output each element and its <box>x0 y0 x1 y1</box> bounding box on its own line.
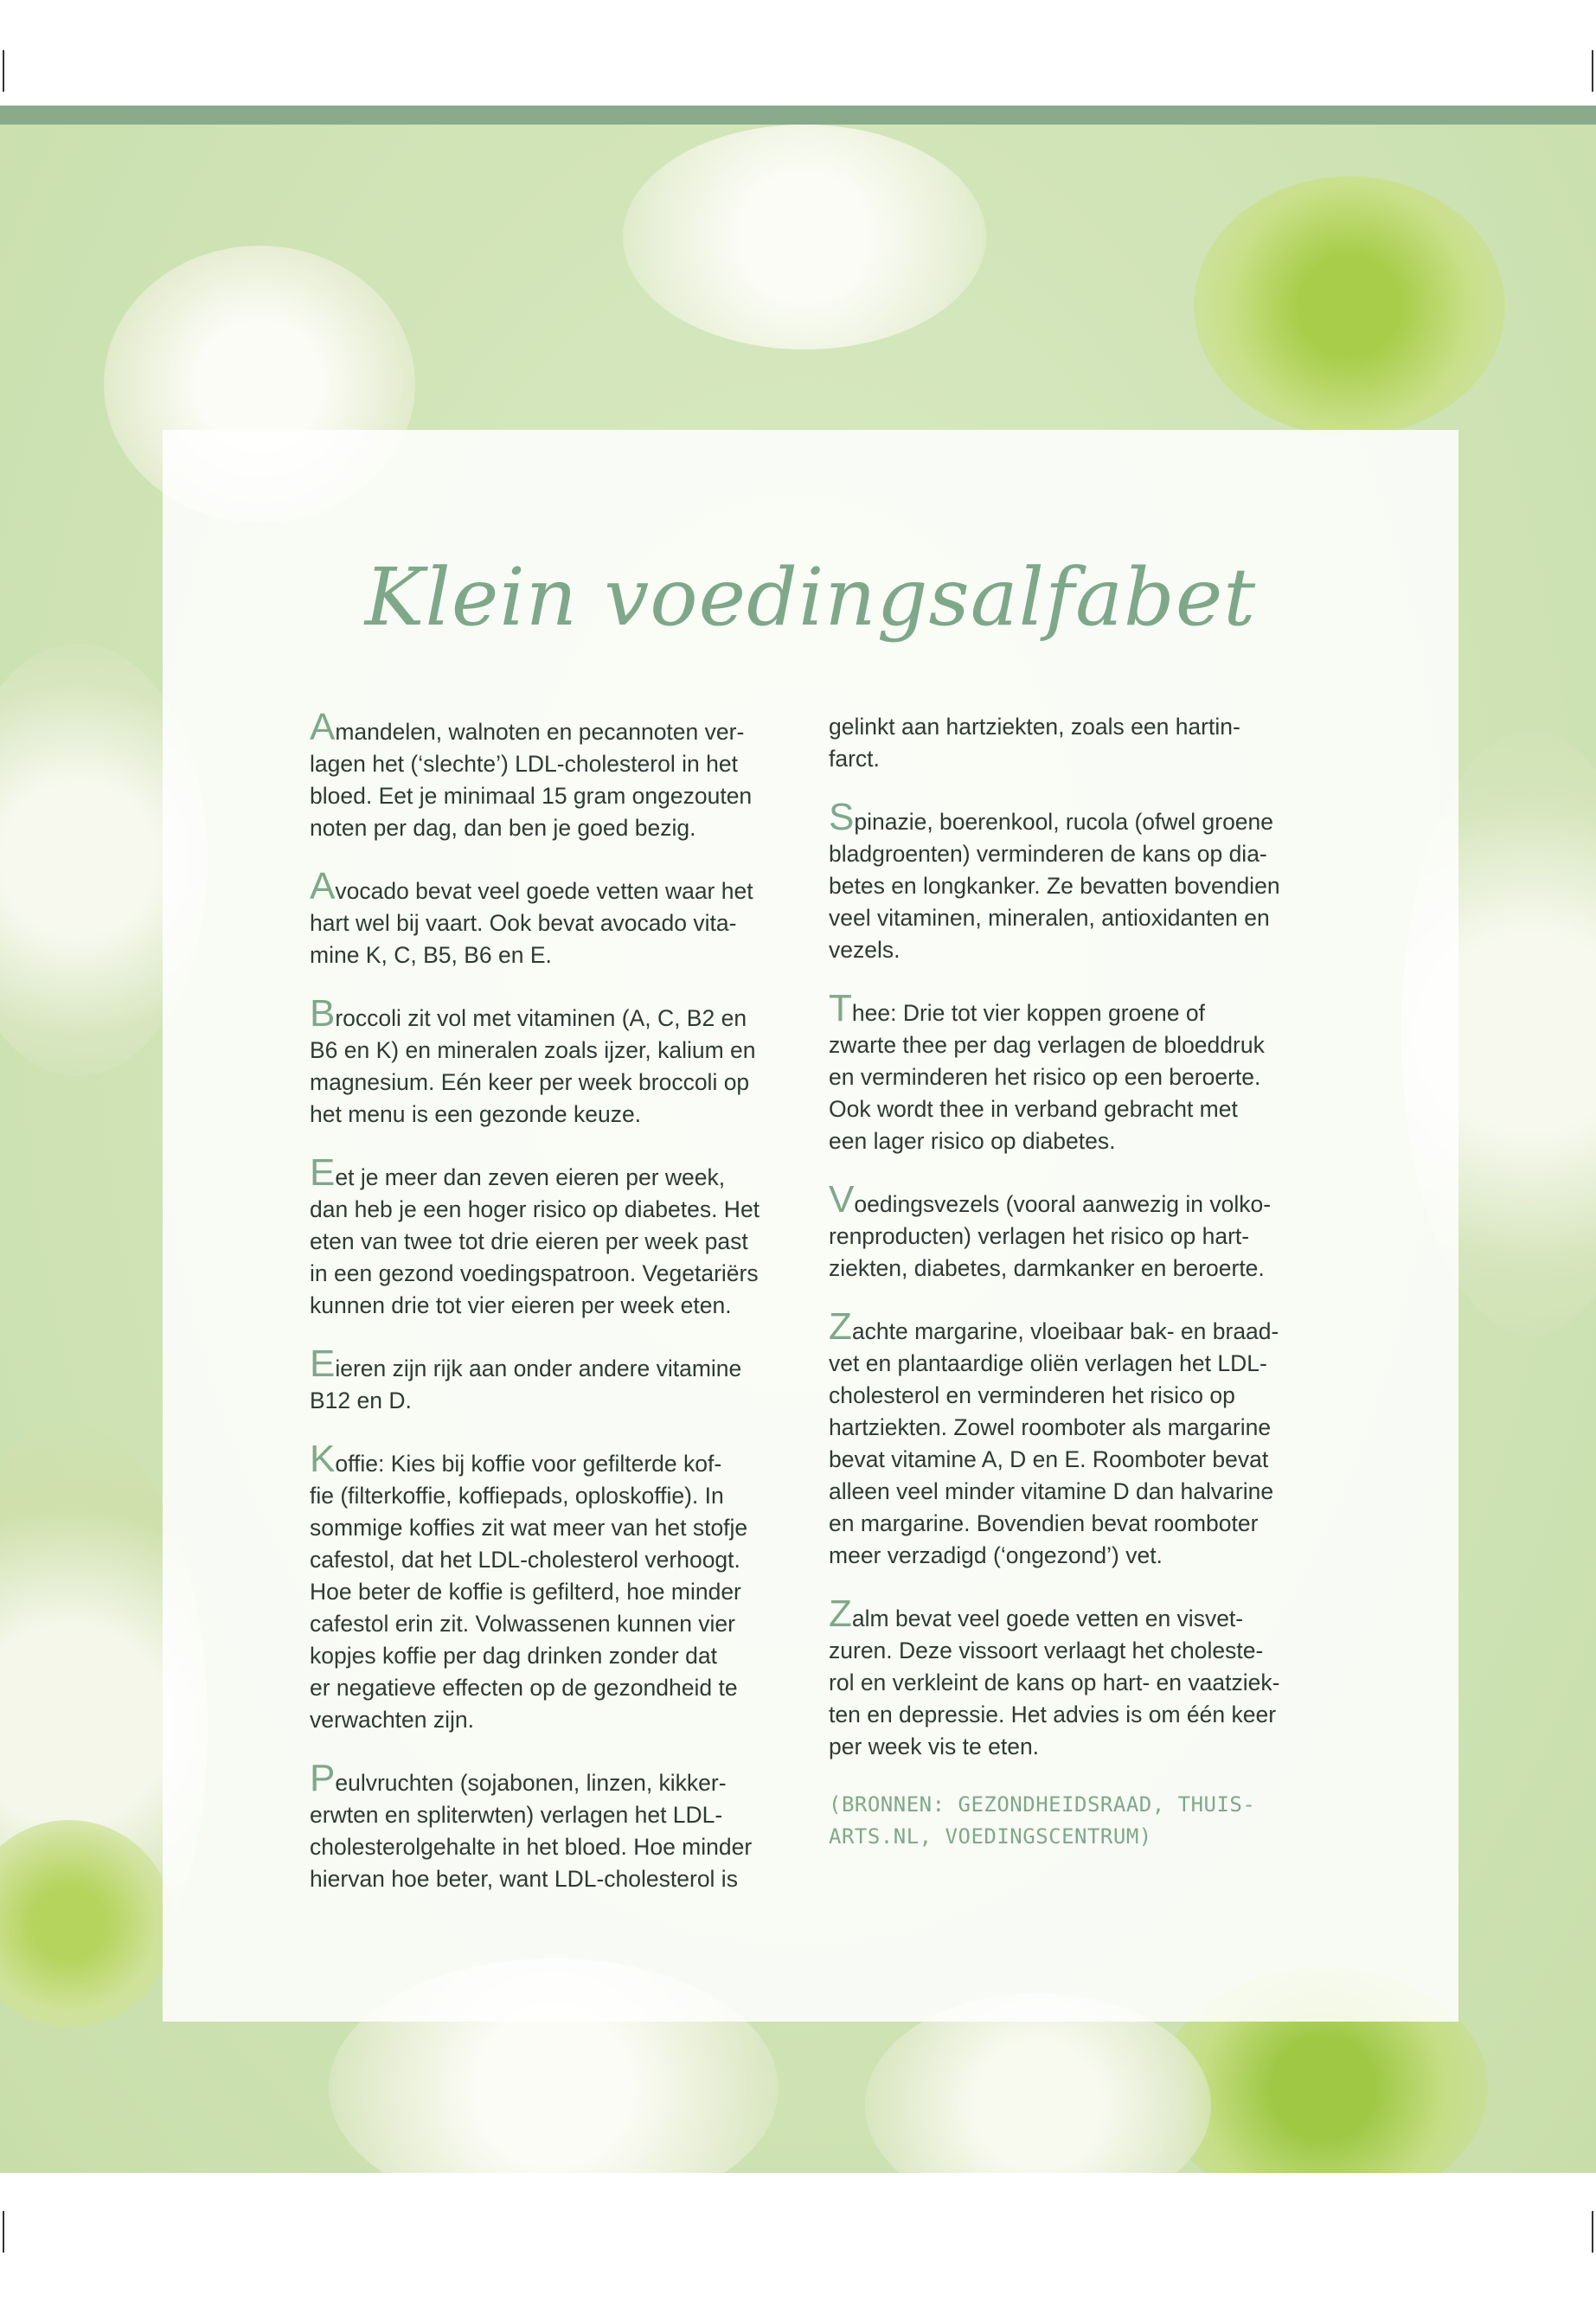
entry-text: alm bevat veel goede vetten en visvet- zuren. Deze vissoort verlaagt het choleste- rol en verkleint de kans op hart- en vaatziek- ten en depressie. Het advies is om één keer per week vis te eten. <box>829 1606 1280 1759</box>
alphabet-entry <box>310 706 803 844</box>
entry-text: eulvruchten (sojabonen, linzen, kikker- erwten en spliterwten) verlagen het LDL- cholesterolgehalte in het bloed. Hoe minder hiervan hoe beter, want LDL-cholesterol is <box>310 1770 753 1892</box>
entry-initial: S <box>829 796 855 838</box>
entry-initial: K <box>310 1438 336 1480</box>
article-panel <box>163 430 1458 2022</box>
entry-text: roccoli zit vol met vitaminen (A, C, B2 en B6 en K) en mineralen zoals ijzer, kalium en magnesium. Eén keer per week broccoli op het menu is een gezonde keuze. <box>310 1005 756 1127</box>
top-band <box>0 106 1596 125</box>
entry-initial: A <box>310 865 336 907</box>
alphabet-entry <box>829 1593 1322 1763</box>
alphabet-entry <box>310 1151 803 1322</box>
entry-text: ieren zijn rijk aan onder andere vitamine B12 en D. <box>310 1356 742 1413</box>
alphabet-entry <box>310 1438 803 1736</box>
entry-text: oedingsvezels (vooral aanwezig in volko- renproducten) verlagen het risico op hart- ziekten, diabetes, darmkanker en beroerte. <box>829 1191 1272 1281</box>
entry-text: gelinkt aan hartziekten, zoals een hartin- farct. <box>829 714 1240 772</box>
entry-initial: E <box>310 1151 336 1194</box>
left-column <box>310 706 803 1921</box>
right-column <box>829 711 1322 1853</box>
crop-mark-bottom-left <box>3 2211 4 2253</box>
entry-text: pinazie, boerenkool, rucola (ofwel groene bladgroenten) verminderen de kans op dia- betes en longkanker. Ze bevatten bovendien veel vitaminen, mineralen, antioxidanten en vezels. <box>829 809 1280 963</box>
crop-mark-bottom-right <box>1592 2211 1593 2253</box>
alphabet-entry <box>829 1305 1322 1572</box>
crop-mark-top-right <box>1592 50 1593 92</box>
entry-text: mandelen, walnoten en pecannoten ver- lagen het (‘slechte’) LDL-cholesterol in het bloed. Eet je minimaal 15 gram ongezouten noten per dag, dan ben je goed bezig. <box>310 719 753 841</box>
entry-text: vocado bevat veel goede vetten waar het hart wel bij vaart. Ook bevat avocado vita- mine K, C, B5, B6 en E. <box>310 878 753 968</box>
entry-text: hee: Drie tot vier koppen groene of zwarte thee per dag verlagen de bloeddruk en verminderen het risico op een beroerte. Ook wordt thee in verband gebracht met een lager risico op diabetes. <box>829 1000 1265 1154</box>
entry-initial: A <box>310 706 336 748</box>
alphabet-entry <box>310 992 803 1131</box>
entry-text: offie: Kies bij koffie voor gefilterde kof- fie (filterkoffie, koffiepads, oploskoffie). In sommige koffies zit wat meer van het stofje cafestol, dat het LDL-cholesterol verhoogt. Hoe beter de koffie is gefilterd, hoe minder cafestol erin zit. Volwassenen kunnen vier kopjes koffie per dag drinken zonder dat er negatieve effecten op de gezondheid te verwachten zijn. <box>310 1451 748 1733</box>
alphabet-entry <box>310 1757 803 1895</box>
entry-initial: E <box>310 1343 336 1385</box>
entry-initial: V <box>829 1178 855 1221</box>
alphabet-entry <box>829 796 1322 966</box>
page-title: Klein voedingsalfabet <box>364 551 1257 644</box>
entry-initial: Z <box>829 1593 852 1635</box>
entry-initial: Z <box>829 1305 852 1348</box>
alphabet-entry <box>829 1178 1322 1285</box>
romanesco-floret <box>1194 176 1505 436</box>
alphabet-entry <box>829 711 1322 775</box>
sources-note: (BRONNEN: GEZONDHEIDSRAAD, THUIS- ARTS.NL, VOEDINGSCENTRUM) <box>829 1792 1256 1849</box>
alphabet-entry <box>829 987 1322 1157</box>
entry-text: achte margarine, vloeibaar bak- en braad- vet en plantaardige oliën verlagen het LDL- cholesterol en verminderen het risico op hartziekten. Zowel roomboter als margarine bevat vitamine A, D en E. Roomboter bevat alleen veel minder vitamine D dan halvarine en margarine. Bovendien bevat roomboter meer verzadigd (‘ongezond’) vet. <box>829 1318 1279 1568</box>
entry-text: et je meer dan zeven eieren per week, dan heb je een hoger risico op diabetes. Het eten van twee tot drie eieren per week past in een gezond voedingspatroon. Vegetariërs kunnen drie tot vier eieren per week eten. <box>310 1164 760 1318</box>
alphabet-entry <box>310 1343 803 1417</box>
entry-initial: T <box>829 987 852 1029</box>
entry-initial: P <box>310 1757 336 1799</box>
entry-initial: B <box>310 992 336 1035</box>
cauliflower-floret <box>623 125 986 349</box>
alphabet-entry <box>310 865 803 971</box>
crop-mark-top-left <box>3 50 4 92</box>
